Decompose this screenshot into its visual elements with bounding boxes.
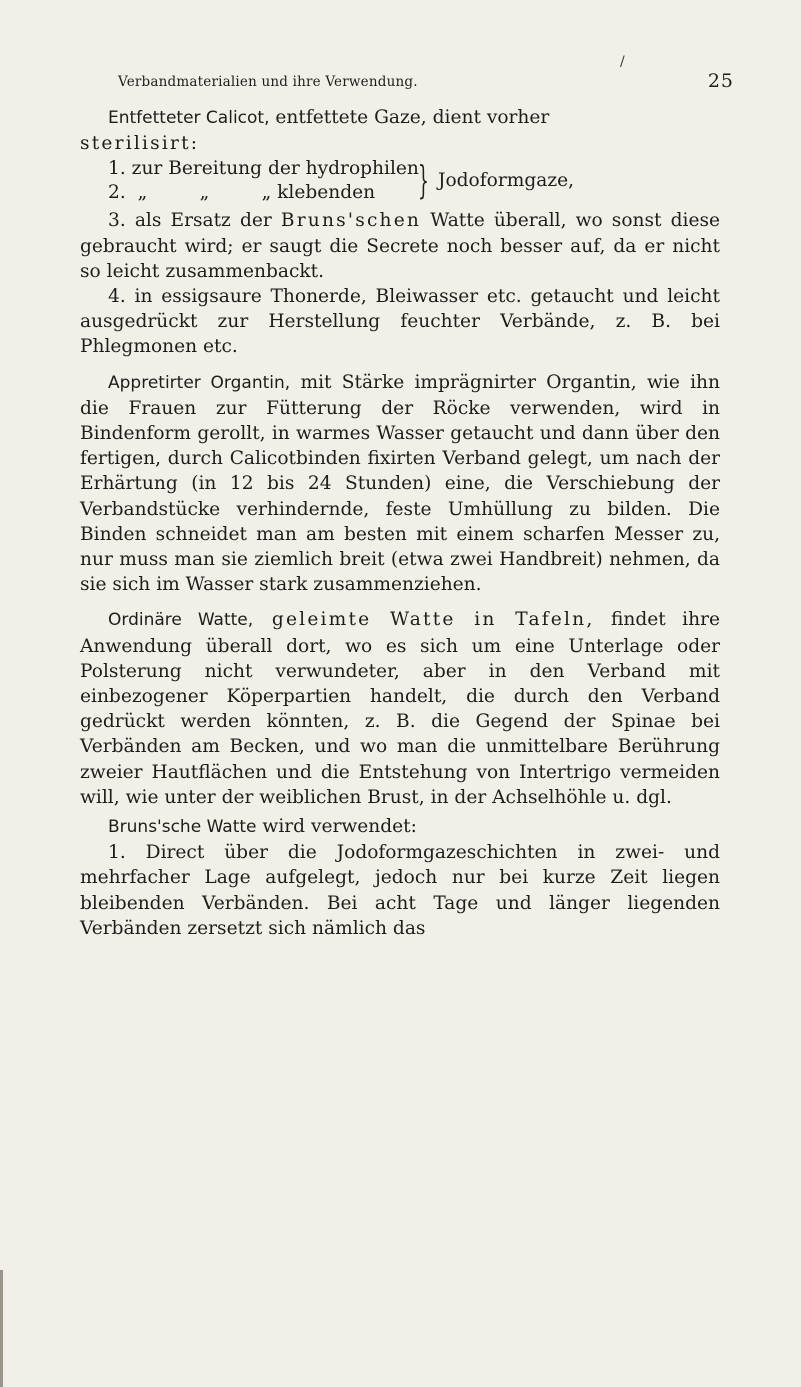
- margin-rule: [0, 1270, 3, 1387]
- brace-target: Jodoformgaze,: [438, 170, 575, 192]
- item3-text: Watte überall, wo sonst diese gebraucht wird; er saugt die Secrete noch besser auf, da er nicht so leicht zusammenbackt.: [80, 210, 721, 282]
- list-item-1: 1. zur Bereitung der hydrophilen: [108, 158, 419, 180]
- calicot-intro: [80, 105, 720, 131]
- ditto-mark: „: [137, 182, 148, 204]
- section-organtin: [80, 370, 720, 598]
- item3-name: Bruns'schen: [280, 210, 422, 232]
- section-calicot: [80, 105, 720, 360]
- watte-text: findet ihre Anwendung überall dort, wo es sich um eine Unterlage oder Polsterung nicht verwundeter, aber in den Verband mit einbezogener Köperpartien handelt, die durch den Verband gedrückt werden könnten, z. B. die Gegend der Spinae bei Verbänden am Becken, und wo man die unmittelbare Berührung zweier Hautflächen und die Entstehung von Intertrigo vermeiden will, wie unter der weiblichen Brust, in der Achselhöhle u. dgl.: [80, 609, 720, 808]
- term-calicot: Entfetteter Calicot,: [108, 108, 270, 128]
- item3-lead: 3. als Ersatz der: [108, 210, 281, 232]
- sterilisirt-word: sterilisirt:: [80, 133, 200, 155]
- list-item-3: [80, 208, 720, 284]
- term-watte: Ordinäre Watte,: [108, 610, 254, 631]
- ditto-mark: „: [199, 182, 210, 204]
- section-watte: [80, 607, 720, 810]
- brace-glyph: }: [418, 158, 429, 203]
- calicot-intro-text: entfettete Gaze, dient vorher: [269, 107, 550, 128]
- bruns-intro-text: wird verwendet:: [256, 816, 417, 838]
- page-number: 25: [707, 70, 734, 92]
- item2-number: 2.: [108, 182, 126, 204]
- brace-list: [80, 158, 720, 208]
- running-title: Verbandmaterialien und ihre Verwendung.: [118, 74, 418, 90]
- organtin-text: mit Stärke imprägnirter Organtin, wie ihn die Frauen zur Fütterung der Röcke verwenden, wird in Bindenform gerollt, in warmes Wasser getaucht und dann über den fertigen, durch Calicotbinden fixirten Verband gelegt, um nach der Erhärtung (in 12 bis 24 Stunden) eine, die Verschiebung der Verbandstücke verhindernde, feste Umhüllung zu bilden. Die Binden schneidet man am besten mit einem scharfen Messer zu, nur muss man sie ziemlich breit (etwa zwei Handbreit) nehmen, da sie sich im Wasser stark zusammenziehen.: [80, 371, 720, 596]
- calicot-intro-line2: [80, 131, 720, 156]
- bruns-item-1: 1. Direct über die Jodoformgazeschichten in zwei- und mehrfacher Lage aufgelegt, jedoch nur bei kurze Zeit liegen bleibenden Verbänden. Bei acht Tage und länger liegenden Verbänden zersetzt sich nämlich das: [80, 842, 720, 939]
- margin-mark: /: [620, 54, 625, 70]
- page-header: [80, 62, 734, 92]
- watte-spaced: geleimte Watte in Tafeln,: [253, 609, 595, 631]
- list-item-2: [108, 182, 375, 203]
- ditto-mark: „: [261, 182, 272, 204]
- item2-word: klebenden: [277, 182, 376, 204]
- bruns-intro: [80, 814, 720, 840]
- term-organtin: Appretirter Organtin,: [108, 372, 291, 393]
- list-item-4: 4. in essigsaure Thonerde, Bleiwasser etc. getaucht und leicht ausgedrückt zur Herstellung feuchter Verbände, z. B. bei Phlegmonen etc.: [80, 286, 720, 358]
- section-bruns: [80, 814, 720, 941]
- document-page: [80, 62, 734, 941]
- term-bruns: Bruns'sche Watte: [108, 817, 257, 838]
